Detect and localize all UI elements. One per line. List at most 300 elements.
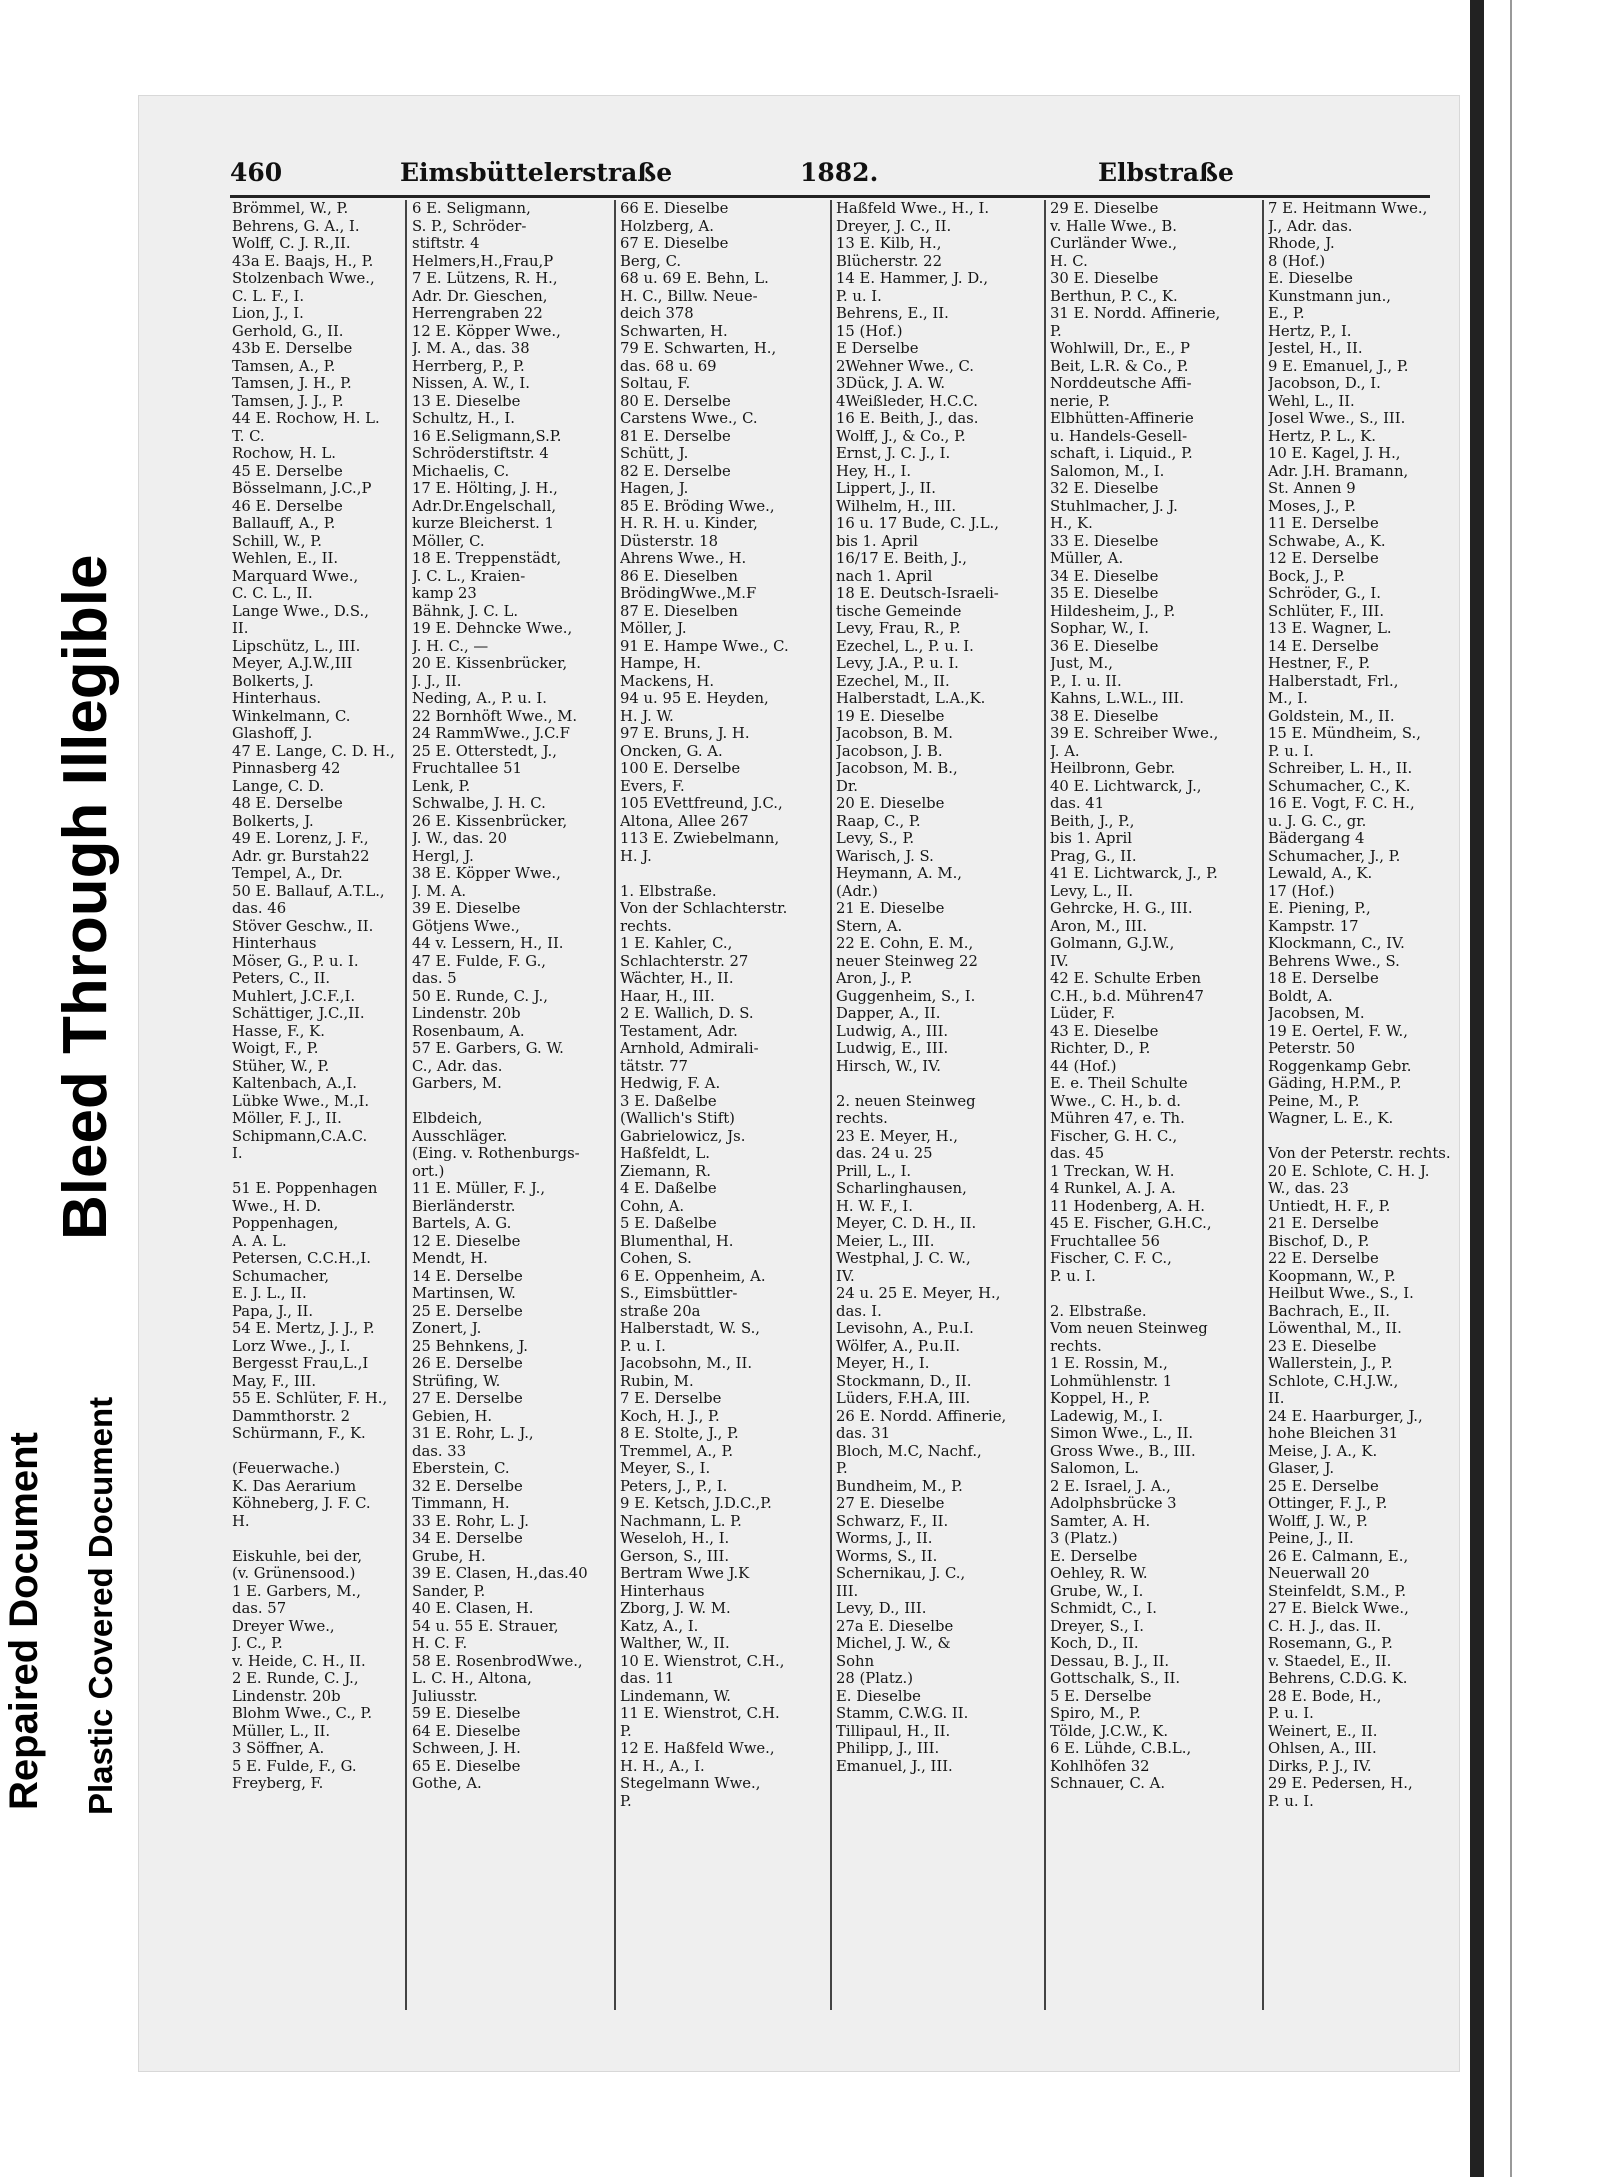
directory-entry: Schreiber, L. H., II. [1268, 760, 1413, 777]
directory-entry: Peine, J., II. [1268, 1530, 1354, 1547]
directory-entry: Rubin, M. [620, 1372, 694, 1390]
directory-entry: 5 E. Daßelbe [620, 1215, 717, 1232]
directory-entry: Bundheim, M., P. [836, 1477, 963, 1495]
column-divider [830, 200, 832, 2010]
directory-entry: J. H. C., — [412, 637, 489, 655]
directory-entry: Bierländerstr. [412, 1197, 516, 1215]
directory-entry: Ludwig, E., III. [836, 1040, 949, 1057]
directory-entry: Scharlinghausen, [836, 1180, 967, 1197]
directory-entry: Wolff, J., & Co., P. [836, 427, 966, 445]
directory-entry: Adr. Dr. Gieschen, [412, 287, 548, 305]
directory-column-4 [836, 200, 1036, 2010]
directory-entry: Herrberg, P., P. [412, 357, 525, 375]
repaired-document-label: Repaired Document [2, 1432, 46, 1810]
directory-entry: Schröder, G., I. [1268, 585, 1381, 602]
directory-entry: Möller, C. [412, 532, 485, 550]
directory-entry: rechts. [620, 917, 672, 935]
directory-entry: 32 E. Derselbe [412, 1477, 523, 1495]
directory-entry: P., I. u. II. [1050, 672, 1122, 690]
directory-entry: straße 20a [620, 1302, 701, 1320]
directory-entry: 26 E. Calmann, E., [1268, 1547, 1409, 1565]
directory-entry: 26 E. Kissenbrücker, [412, 812, 568, 830]
directory-entry: Just, M., [1050, 655, 1113, 672]
directory-entry: Levisohn, A., P.u.I. [836, 1320, 974, 1337]
directory-entry [836, 1075, 1036, 1093]
directory-entry: 20 E. Schlote, C. H. J. [1268, 1162, 1430, 1180]
directory-entry: Blumenthal, H. [620, 1232, 734, 1250]
directory-entry: 50 E. Ballauf, A.T.L., [232, 882, 385, 900]
directory-entry: Cohen, S. [620, 1250, 692, 1267]
directory-entry: Dr. [836, 777, 859, 795]
directory-entry: Aron, J., P. [836, 970, 913, 987]
directory-entry: Poppenhagen, [232, 1215, 339, 1232]
directory-entry: Wehlen, E., II. [232, 550, 339, 567]
left-street-heading: Eimsbüttelerstraße [400, 158, 673, 187]
directory-entry: 16/17 E. Beith, J., [836, 550, 967, 567]
directory-entry: Koch, D., II. [1050, 1635, 1139, 1652]
directory-entry: 67 E. Dieselbe [620, 235, 729, 252]
directory-entry: bis 1. April [836, 532, 919, 550]
directory-entry: Düsterstr. 18 [620, 532, 718, 550]
directory-entry: 2Wehner Wwe., C. [836, 357, 975, 375]
directory-column-3 [620, 200, 828, 2010]
directory-entry: tische Gemeinde [836, 602, 962, 620]
directory-entry: Worms, S., II. [836, 1547, 938, 1565]
directory-entry: Schröderstiftstr. 4 [412, 445, 549, 462]
directory-entry: Mendt, H. [412, 1250, 488, 1267]
directory-entry [232, 1443, 402, 1461]
directory-entry: Hestner, F., P. [1268, 655, 1371, 672]
directory-entry: Müller, L., II. [232, 1722, 331, 1740]
directory-entry: 6 E. Seligmann, [412, 200, 531, 217]
directory-entry: Nachmann, L. P. [620, 1512, 742, 1530]
directory-entry: Bähnk, J. C. L. [412, 602, 519, 620]
directory-entry: Lorz Wwe., J., I. [232, 1337, 351, 1355]
directory-entry: Jacobsohn, M., II. [620, 1355, 753, 1372]
directory-entry: 11 E. Derselbe [1268, 515, 1379, 532]
directory-entry: 1 E. Rossin, M., [1050, 1355, 1168, 1372]
directory-entry: 27a E. Dieselbe [836, 1617, 954, 1635]
directory-entry: Soltau, F. [620, 375, 691, 392]
directory-entry: 48 E. Derselbe [232, 795, 343, 812]
directory-entry: Jacobson, B. M. [836, 725, 953, 742]
directory-entry: K. Das Aerarium [232, 1477, 357, 1495]
directory-entry [412, 1093, 610, 1111]
directory-entry: 16 E. Vogt, F. C. H., [1268, 795, 1415, 812]
directory-entry: Ludwig, A., III. [836, 1022, 949, 1040]
directory-entry: Marquard Wwe., [232, 567, 359, 585]
directory-entry: Beit, L.R. & Co., P. [1050, 357, 1189, 375]
directory-entry: 7 E. Heitmann Wwe., [1268, 200, 1428, 217]
directory-entry: Stöver Geschw., II. [232, 917, 374, 935]
directory-entry: Halberstadt, L.A.,K. [836, 690, 986, 707]
directory-entry: 33 E. Rohr, L. J. [412, 1512, 529, 1530]
directory-entry: Hinterhaus. [232, 690, 322, 707]
directory-entry: C. H. J., das. II. [1268, 1617, 1382, 1635]
directory-entry: stiftstr. 4 [412, 235, 480, 252]
directory-entry: 38 E. Dieselbe [1050, 707, 1159, 725]
directory-entry: 13 E. Kilb, H., [836, 235, 942, 252]
directory-entry: Köhneberg, J. F. C. [232, 1495, 371, 1512]
directory-entry: Jacobson, J. B. [836, 742, 943, 760]
directory-entry: Emanuel, J., III. [836, 1757, 953, 1775]
directory-entry: BrödingWwe.,M.F [620, 585, 757, 602]
directory-entry: 4 E. Daßelbe [620, 1180, 717, 1197]
directory-entry: 40 E. Lichtwarck, J., [1050, 777, 1202, 795]
directory-entry [232, 1530, 402, 1548]
directory-entry: Tremmel, A., P. [620, 1442, 734, 1460]
directory-entry: 4Weißleder, H.C.C. [836, 392, 978, 410]
directory-entry: H., K. [1050, 515, 1093, 532]
directory-entry: L. C. H., Altona, [412, 1670, 532, 1687]
directory-entry: Hergl, J. [412, 847, 474, 865]
directory-entry: Josel Wwe., S., III. [1268, 410, 1406, 427]
directory-entry: 5 E. Derselbe [1050, 1687, 1152, 1705]
directory-entry: 12 E. Derselbe [1268, 550, 1379, 567]
directory-entry: Grube, H. [412, 1547, 486, 1565]
directory-entry: Meise, J. A., K. [1268, 1442, 1378, 1460]
directory-entry: Gehrcke, H. G., III. [1050, 900, 1193, 917]
directory-entry: 18 E. Deutsch-Israeli- [836, 585, 999, 602]
directory-entry: deich 378 [620, 305, 694, 322]
directory-entry: nerie, P. [1050, 392, 1110, 410]
directory-entry: Schwalbe, J. H. C. [412, 795, 546, 812]
directory-entry: Lipschütz, L., III. [232, 637, 361, 655]
directory-entry: Wehl, L., II. [1268, 392, 1355, 410]
directory-entry: Winkelmann, C. [232, 707, 351, 725]
directory-entry: Jacobson, M. B., [836, 760, 958, 777]
directory-entry: Adr. J.H. Bramann, [1268, 462, 1409, 480]
directory-entry: Bergesst Frau,L.,I [232, 1355, 369, 1372]
directory-entry: Jacobsen, M. [1268, 1005, 1365, 1022]
directory-entry: Rosemann, G., P. [1268, 1635, 1393, 1652]
directory-entry: Levy, L., II. [1050, 882, 1134, 900]
directory-entry: Elbdeich, [412, 1110, 483, 1127]
directory-entry: Dapper, A., II. [836, 1005, 941, 1022]
directory-entry: 27 E. Dieselbe [836, 1495, 945, 1512]
directory-entry: Gross Wwe., B., III. [1050, 1442, 1196, 1460]
directory-entry: Bösselmann, J.C.,P [232, 480, 372, 497]
directory-entry: rechts. [1050, 1337, 1102, 1355]
directory-entry: C. C. L., II. [232, 585, 313, 602]
directory-entry: 54 u. 55 E. Strauer, [412, 1617, 559, 1635]
directory-entry [1268, 1128, 1478, 1146]
directory-entry: Tamsen, J. J., P. [232, 392, 344, 410]
directory-entry: P. u. I. [1268, 1792, 1314, 1810]
directory-entry: Adr. gr. Burstah22 [232, 847, 370, 865]
directory-entry: Meier, L., III. [836, 1232, 935, 1250]
directory-entry: Prill, L., I. [836, 1162, 912, 1180]
directory-entry: Untiedt, H. F., P. [1268, 1197, 1391, 1215]
directory-entry: 24 u. 25 E. Meyer, H., [836, 1285, 1001, 1302]
year-heading: 1882. [800, 158, 879, 187]
directory-entry: Levy, Frau, R., P. [836, 620, 961, 637]
directory-entry: J. J., II. [412, 672, 462, 690]
directory-entry: Glaser, J. [1268, 1460, 1335, 1477]
directory-entry: Hinterhaus [232, 935, 317, 952]
directory-entry: P. u. I. [1268, 1705, 1314, 1722]
directory-entry: Simon Wwe., L., II. [1050, 1425, 1194, 1442]
directory-entry: 7 E. Derselbe [620, 1390, 722, 1407]
directory-entry: Beith, J., P., [1050, 812, 1135, 830]
directory-entry: Peterstr. 50 [1268, 1040, 1356, 1057]
directory-entry: 39 E. Clasen, H.,das.40 [412, 1565, 588, 1582]
directory-entry: Meyer, A.J.W.,III [232, 655, 353, 672]
directory-entry: tätstr. 77 [620, 1057, 688, 1075]
directory-entry: Evers, F. [620, 777, 685, 795]
directory-entry: 46 E. Derselbe [232, 497, 343, 515]
directory-entry: Koopmann, W., P. [1268, 1267, 1396, 1285]
directory-entry: E. e. Theil Schulte [1050, 1075, 1188, 1092]
directory-entry: Stüher, W., P. [232, 1057, 330, 1075]
column-divider [1044, 200, 1046, 2010]
directory-entry: 21 E. Dieselbe [836, 900, 945, 917]
directory-entry: H. C., Billw. Neue- [620, 287, 758, 305]
directory-entry: H. R. H. u. Kinder, [620, 515, 758, 532]
directory-entry: Lenk, P. [412, 777, 471, 795]
directory-entry: Martinsen, W. [412, 1285, 516, 1302]
directory-entry: das. I. [836, 1302, 882, 1320]
directory-entry: Dreyer, S., I. [1050, 1617, 1144, 1635]
directory-entry: 23 E. Dieselbe [1268, 1337, 1377, 1355]
directory-entry: Wilhelm, H., III. [836, 497, 957, 515]
directory-entry: Löwenthal, M., II. [1268, 1320, 1402, 1337]
directory-entry: Prag, G., II. [1050, 847, 1137, 865]
directory-entry: 2 E. Runde, C. J., [232, 1670, 359, 1687]
directory-entry: 14 E. Derselbe [1268, 637, 1379, 655]
directory-entry: das. 57 [232, 1600, 287, 1617]
side-labels [0, 0, 140, 2177]
directory-entry: Fruchtallee 51 [412, 760, 522, 777]
directory-entry: Levy, D., III. [836, 1600, 927, 1617]
directory-entry: 47 E. Fulde, F. G., [412, 952, 546, 970]
directory-entry: 3 E. Daßelbe [620, 1092, 717, 1110]
directory-entry: Jestel, H., II. [1268, 340, 1363, 357]
directory-entry: 19 E. Dieselbe [836, 707, 945, 725]
directory-entry: 54 E. Mertz, J. J., P. [232, 1320, 375, 1337]
directory-entry: 44 v. Lessern, H., II. [412, 935, 564, 952]
directory-entry: (v. Grünensood.) [232, 1565, 356, 1582]
directory-entry: 14 E. Hammer, J. D., [836, 270, 989, 287]
directory-entry: Lübke Wwe., M.,I. [232, 1092, 370, 1110]
directory-entry: Michaelis, C. [412, 462, 510, 480]
directory-entry: rechts. [836, 1110, 888, 1127]
directory-entry: 1 Treckan, W. H. [1050, 1162, 1175, 1180]
directory-entry: Schürmann, F., K. [232, 1425, 366, 1442]
directory-entry: 1 E. Kahler, C., [620, 935, 733, 952]
directory-entry: 10 E. Wienstrot, C.H., [620, 1652, 785, 1670]
directory-entry: Bolkerts, J. [232, 672, 314, 690]
directory-entry: 45 E. Derselbe [232, 462, 343, 480]
directory-entry: Salomon, L. [1050, 1460, 1140, 1477]
directory-entry: Meyer, S., I. [620, 1460, 711, 1477]
directory-entry: Ezechel, M., II. [836, 672, 950, 690]
directory-entry: das. 5 [412, 970, 457, 987]
directory-entry: 79 E. Schwarten, H., [620, 340, 777, 357]
directory-entry: Kunstmann jun., [1268, 287, 1391, 305]
directory-entry: Heilbronn, Gebr. [1050, 760, 1176, 777]
directory-entry: 85 E. Bröding Wwe., [620, 497, 775, 515]
directory-entry: Holzberg, A. [620, 217, 714, 235]
directory-entry: Schlachterstr. 27 [620, 952, 749, 970]
directory-entry: Haßfeldt, L. [620, 1145, 710, 1162]
page-header [230, 158, 1550, 194]
directory-entry: P. [620, 1792, 632, 1810]
directory-entry: 29 E. Pedersen, H., [1268, 1775, 1413, 1792]
directory-entry: J. C., P. [232, 1635, 283, 1652]
directory-entry: Koch, H. J., P. [620, 1407, 720, 1425]
directory-entry: 3 Söffner, A. [232, 1740, 325, 1757]
directory-entry: Schwarten, H. [620, 322, 728, 340]
directory-entry: 16 E. Beith, J., das. [836, 410, 979, 427]
directory-entry: J. C. L., Kraien- [412, 567, 526, 585]
directory-entry: 39 E. Schreiber Wwe., [1050, 725, 1219, 742]
directory-entry: Richter, D., P. [1050, 1040, 1151, 1057]
directory-entry: Bädergang 4 [1268, 830, 1365, 847]
directory-entry: Kaltenbach, A.,I. [232, 1075, 358, 1092]
directory-entry: Schwarz, F., II. [836, 1512, 949, 1530]
directory-entry: Philipp, J., III. [836, 1740, 940, 1757]
directory-entry: S. P., Schröder- [412, 217, 527, 235]
directory-entry: neuer Steinweg 22 [836, 952, 978, 970]
directory-entry: 24 E. Haarburger, J., [1268, 1407, 1423, 1425]
directory-entry: Ahrens Wwe., H. [620, 550, 747, 567]
directory-entry: bis 1. April [1050, 830, 1133, 847]
directory-entry: 8 (Hof.) [1268, 252, 1326, 270]
directory-entry: 31 E. Rohr, L. J., [412, 1425, 534, 1442]
directory-entry: das. 41 [1050, 795, 1105, 812]
directory-entry: 2. Elbstraße. [1050, 1302, 1147, 1320]
directory-entry: 45 E. Fischer, G.H.C., [1050, 1215, 1212, 1232]
directory-entry: Schlote, C.H.J.W., [1268, 1372, 1399, 1390]
directory-entry: Peters, C., II. [232, 970, 331, 987]
directory-entry: Schumacher, C., K. [1268, 777, 1411, 795]
directory-entry: Worms, J., II. [836, 1530, 933, 1547]
directory-entry: Jacobson, D., I. [1268, 375, 1381, 392]
directory-entry: Ohlsen, A., III. [1268, 1740, 1377, 1757]
directory-entry: Oncken, G. A. [620, 742, 723, 760]
directory-entry: Schnauer, C. A. [1050, 1775, 1166, 1792]
directory-entry: 11 E. Müller, F. J., [412, 1180, 546, 1197]
directory-entry: Gottschalk, S., II. [1050, 1670, 1181, 1687]
directory-entry: Hasse, F., K. [232, 1022, 325, 1040]
directory-entry: Lüder, F. [1050, 1005, 1116, 1022]
directory-entry: 42 E. Schulte Erben [1050, 970, 1201, 987]
directory-entry: Carstens Wwe., C. [620, 410, 758, 427]
directory-entry: Ottinger, F. J., P. [1268, 1495, 1388, 1512]
directory-entry: Möser, G., P. u. I. [232, 952, 359, 970]
directory-entry: Salomon, M., I. [1050, 462, 1165, 480]
directory-entry: Rochow, H. L. [232, 445, 336, 462]
directory-entry: Hertz, P., I. [1268, 322, 1352, 340]
directory-entry: Eiskuhle, bei der, [232, 1547, 363, 1565]
directory-entry: Steinfeldt, S.M., P. [1268, 1582, 1407, 1600]
directory-entry: Fruchtallee 56 [1050, 1232, 1160, 1250]
directory-entry: Gerhold, G., II. [232, 322, 344, 340]
bleed-through-label: Bleed Through Illegible [51, 554, 120, 1240]
directory-entry: Zborg, J. W. M. [620, 1600, 731, 1617]
directory-entry: Lindemann, W. [620, 1687, 731, 1705]
directory-entry: Schernikau, J. C., [836, 1565, 966, 1582]
directory-entry: 25 E. Derselbe [1268, 1477, 1379, 1495]
directory-entry: 87 E. Dieselben [620, 602, 738, 620]
directory-entry: Neuerwall 20 [1268, 1565, 1370, 1582]
directory-entry: 40 E. Clasen, H. [412, 1600, 534, 1617]
directory-entry: nach 1. April [836, 567, 933, 585]
directory-entry: Tamsen, A., P. [232, 357, 336, 375]
directory-entry: Weseloh, H., I. [620, 1530, 730, 1547]
directory-entry: das. 46 [232, 900, 287, 917]
directory-entry: Juliusstr. [412, 1687, 478, 1705]
directory-entry: Haar, H., III. [620, 987, 715, 1005]
directory-entry: Lange Wwe., D.S., [232, 602, 369, 620]
directory-entry: 44 (Hof.) [1050, 1057, 1117, 1075]
directory-entry: 14 E. Derselbe [412, 1267, 523, 1285]
directory-entry: 13 E. Wagner, L. [1268, 620, 1392, 637]
directory-entry: 28 (Platz.) [836, 1670, 914, 1687]
directory-entry: 3 (Platz.) [1050, 1530, 1118, 1547]
directory-entry: 30 E. Dieselbe [1050, 270, 1159, 287]
directory-column-1 [232, 200, 402, 2010]
directory-entry: H. C. [1050, 252, 1088, 270]
directory-entry: Schill, W., P. [232, 532, 322, 550]
directory-entry: 64 E. Dieselbe [412, 1722, 521, 1740]
directory-entry: Wolff, C. J. R.,II. [232, 235, 351, 252]
directory-entry: das. 11 [620, 1670, 675, 1687]
directory-entry: E. Dieselbe [836, 1687, 921, 1705]
directory-entry: E., P. [1268, 305, 1305, 322]
directory-entry: 41 E. Lichtwarck, J., P. [1050, 865, 1218, 882]
directory-entry: Moses, J., P. [1268, 497, 1356, 515]
directory-entry: II. [232, 620, 249, 637]
directory-entry: Götjens Wwe., [412, 917, 520, 935]
directory-entry: 97 E. Bruns, J. H. [620, 725, 750, 742]
directory-entry: Gäding, H.P.M., P. [1268, 1075, 1402, 1092]
directory-entry: 2 E. Israel, J. A., [1050, 1477, 1171, 1495]
directory-entry: Petersen, C.C.H.,I. [232, 1250, 371, 1267]
directory-entry [620, 865, 828, 883]
directory-entry: 15 (Hof.) [836, 322, 903, 340]
directory-entry: Von der Schlachterstr. [620, 900, 788, 917]
directory-entry: 35 E. Dieselbe [1050, 585, 1159, 602]
directory-entry: Schipmann,C.A.C. [232, 1127, 368, 1145]
directory-entry: Blücherstr. 22 [836, 252, 943, 270]
directory-entry: Hey, H., I. [836, 462, 912, 480]
directory-entry: Mühren 47, e. Th. [1050, 1110, 1185, 1127]
directory-entry: Brömmel, W., P. [232, 200, 349, 217]
directory-entry: 100 E. Derselbe [620, 760, 741, 777]
directory-entry: Timmann, H. [412, 1495, 510, 1512]
directory-entry: 80 E. Derselbe [620, 392, 731, 410]
directory-entry: Cohn, A. [620, 1197, 685, 1215]
directory-entry: I. [232, 1145, 243, 1162]
directory-entry: 28 E. Bode, H., [1268, 1687, 1382, 1705]
directory-entry: Goldstein, M., II. [1268, 707, 1395, 725]
directory-entry: Lohmühlenstr. 1 [1050, 1372, 1173, 1390]
directory-entry: 29 E. Dieselbe [1050, 200, 1159, 217]
directory-entry: Von der Peterstr. rechts. [1268, 1145, 1451, 1162]
directory-entry: Schütt, J. [620, 445, 689, 462]
directory-entry: Bartels, A. G. [412, 1215, 512, 1232]
directory-entry: C. L. F., I. [232, 287, 305, 305]
directory-entry: J. A. [1050, 742, 1080, 760]
directory-entry: schaft, i. Liquid., P. [1050, 445, 1193, 462]
directory-entry: Guggenheim, S., I. [836, 987, 976, 1005]
directory-entry: 6 E. Lühde, C.B.L., [1050, 1740, 1192, 1757]
directory-entry: 25 E. Derselbe [412, 1302, 523, 1320]
directory-entry: Katz, A., I. [620, 1617, 699, 1635]
column-divider [614, 200, 616, 2010]
